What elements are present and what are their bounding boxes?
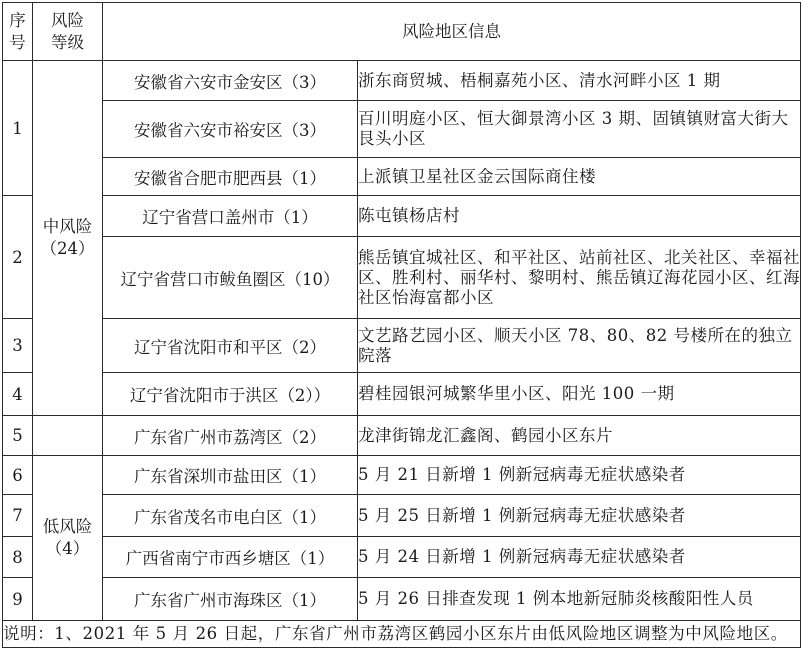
info-cell: 龙津街锦龙汇鑫阁、鹤园小区东片 <box>358 416 801 456</box>
risk-area-table <box>2 2 801 648</box>
medium-risk-label: 中风险 <box>42 217 93 236</box>
serial-number-cell: 8 <box>3 537 33 578</box>
table-header-row <box>3 3 801 61</box>
empty-level-cell <box>33 416 103 456</box>
serial-number-cell: 7 <box>3 495 33 537</box>
serial-number-cell: 5 <box>3 416 33 456</box>
note-row <box>3 621 801 648</box>
area-cell: 辽宁省营口市鲅鱼圈区（10） <box>103 237 358 319</box>
low-risk-label: 低风险 <box>42 517 93 536</box>
low-risk-count: （4） <box>45 539 90 558</box>
table-row <box>3 101 801 158</box>
info-cell: 陈屯镇杨店村 <box>358 196 801 237</box>
table-row <box>3 158 801 196</box>
info-cell: 浙东商贸城、梧桐嘉苑小区、清水河畔小区 1 期 <box>358 61 801 101</box>
serial-number-cell: 6 <box>3 456 33 495</box>
area-cell: 辽宁省沈阳市和平区（2） <box>103 319 358 373</box>
info-cell: 5 月 25 日新增 1 例新冠病毒无症状感染者 <box>358 495 801 537</box>
low-risk-level-cell <box>33 456 103 621</box>
table-row <box>3 319 801 373</box>
header-risk-area-info: 风险地区信息 <box>103 3 801 61</box>
table-row <box>3 237 801 319</box>
info-cell: 5 月 21 日新增 1 例新冠病毒无症状感染者 <box>358 456 801 495</box>
serial-number-cell: 9 <box>3 578 33 621</box>
header-serial-number: 序 号 <box>3 3 33 61</box>
header-risk-level: 风险 等级 <box>33 3 103 61</box>
info-cell: 碧桂园银河城繁华里小区、阳光 100 一期 <box>358 373 801 416</box>
area-cell: 广东省广州市荔湾区（2） <box>103 416 358 456</box>
area-cell: 广西省南宁市西乡塘区（1） <box>103 537 358 578</box>
area-cell: 广东省深圳市盐田区（1） <box>103 456 358 495</box>
medium-risk-level-cell <box>33 61 103 416</box>
info-cell: 5 月 26 日排查发现 1 例本地新冠肺炎核酸阳性人员 <box>358 578 801 621</box>
serial-number-cell: 3 <box>3 319 33 373</box>
area-cell: 广东省茂名市电白区（1） <box>103 495 358 537</box>
info-cell: 上派镇卫星社区金云国际商住楼 <box>358 158 801 196</box>
info-cell: 百川明庭小区、恒大御景湾小区 3 期、固镇镇财富大街大艮头小区 <box>358 101 801 158</box>
table-row <box>3 61 801 101</box>
info-cell: 5 月 24 日新增 1 例新冠病毒无症状感染者 <box>358 537 801 578</box>
table-row <box>3 578 801 621</box>
serial-number-cell: 1 <box>3 61 33 196</box>
area-cell: 安徽省六安市裕安区（3） <box>103 101 358 158</box>
table-row <box>3 416 801 456</box>
info-cell: 文艺路艺园小区、顺天小区 78、80、82 号楼所在的独立院落 <box>358 319 801 373</box>
area-cell: 安徽省合肥市肥西县（1） <box>103 158 358 196</box>
table-row <box>3 196 801 237</box>
table-row <box>3 373 801 416</box>
medium-risk-count: （24） <box>40 239 95 258</box>
info-cell: 熊岳镇宜城社区、和平社区、站前社区、北关社区、幸福社区、胜利村、丽华村、黎明村、熊岳镇辽海花园小区、红海社区怡海富都小区 <box>358 237 801 319</box>
area-cell: 广东省广州市海珠区（1） <box>103 578 358 621</box>
area-cell: 辽宁省营口盖州市（1） <box>103 196 358 237</box>
area-cell: 安徽省六安市金安区（3） <box>103 61 358 101</box>
note-text: 说明：1、2021 年 5 月 26 日起，广东省广州市荔湾区鹤园小区东片由低风险地区调整为中风险地区。 <box>3 621 801 648</box>
table-row <box>3 537 801 578</box>
serial-number-cell: 2 <box>3 196 33 319</box>
area-cell: 辽宁省沈阳市于洪区（2）） <box>103 373 358 416</box>
table-row <box>3 495 801 537</box>
table-row <box>3 456 801 495</box>
serial-number-cell: 4 <box>3 373 33 416</box>
